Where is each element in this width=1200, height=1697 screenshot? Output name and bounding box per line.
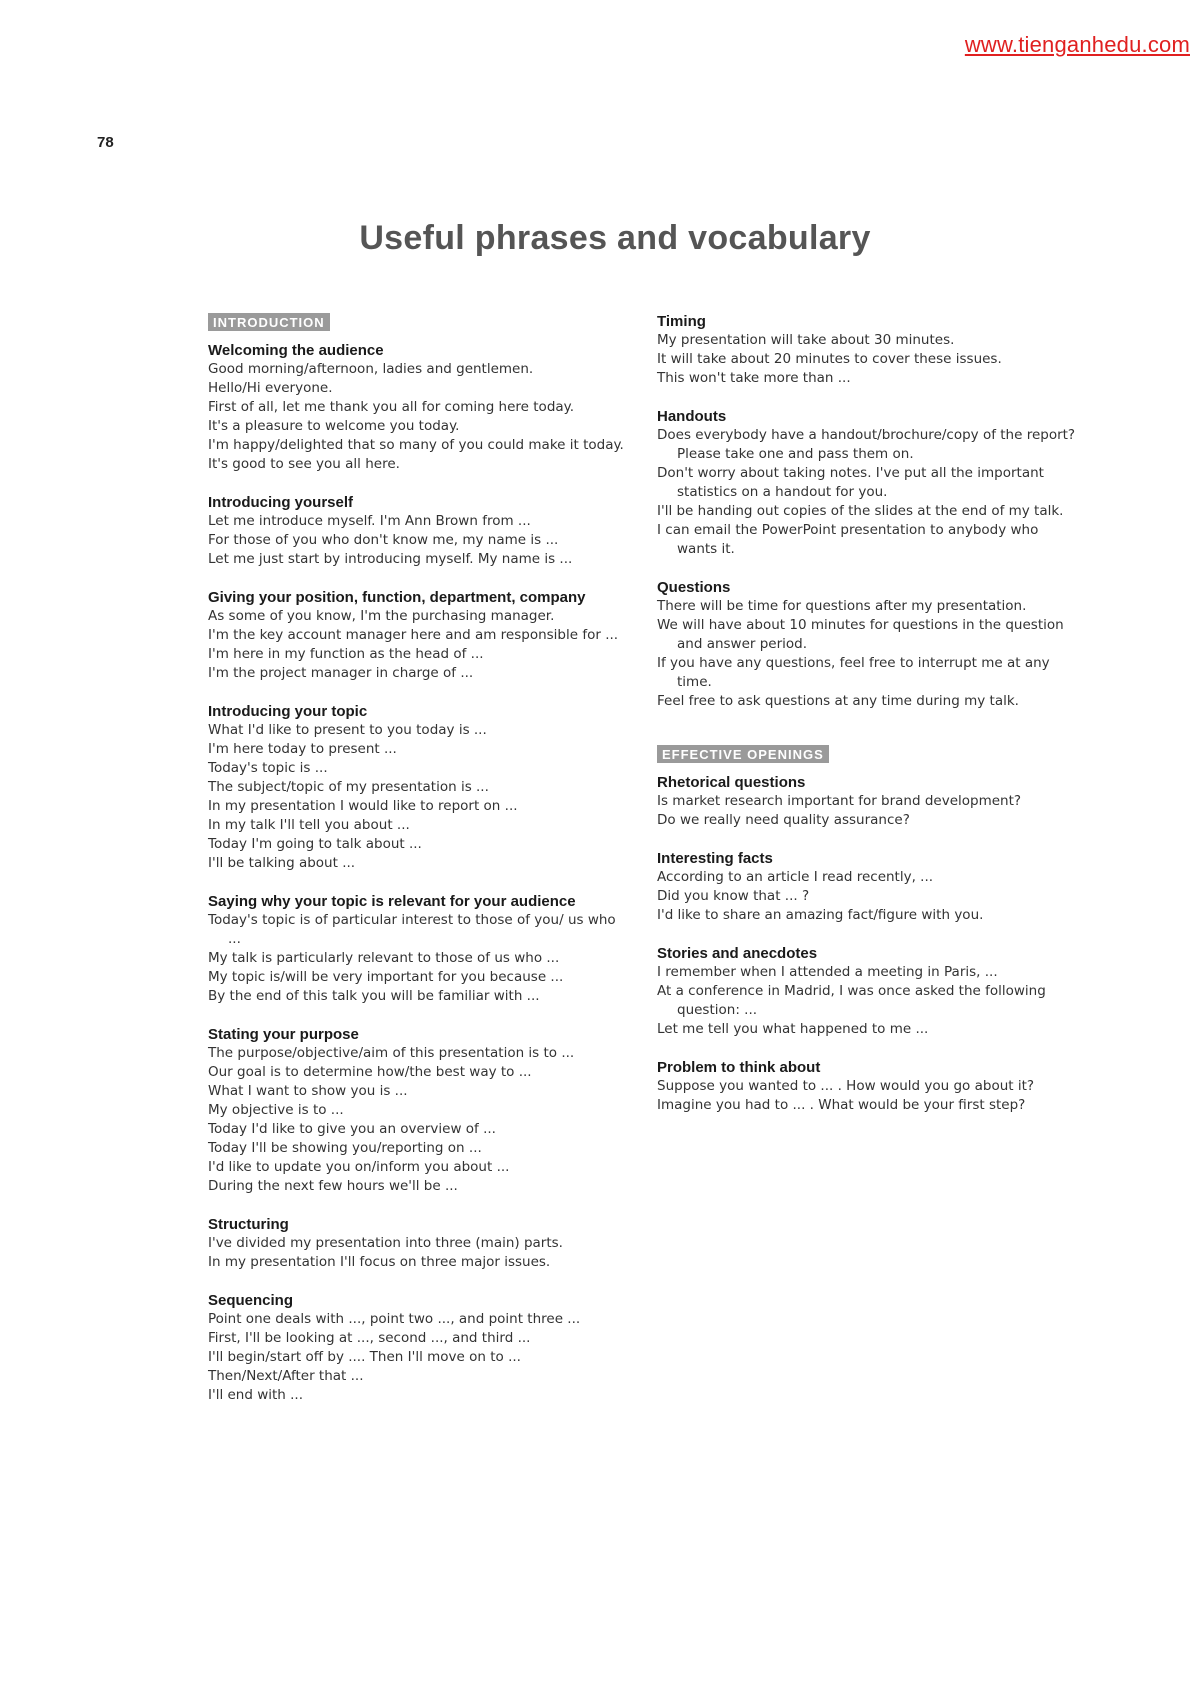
phrase-line: Is market research important for brand development? bbox=[657, 793, 1022, 809]
section-tag-introduction: INTRODUCTION bbox=[208, 313, 330, 331]
phrase-line: Today I'd like to give you an overview of ... bbox=[208, 1121, 496, 1137]
group-heading: Handouts bbox=[657, 408, 727, 425]
phrase-line: There will be time for questions after my presentation. bbox=[657, 598, 1027, 614]
phrase-line: My presentation will take about 30 minutes. bbox=[657, 332, 955, 348]
phrase-group bbox=[208, 702, 628, 873]
phrase-line: I'd like to update you on/inform you about ... bbox=[208, 1159, 510, 1175]
phrase-line: Today's topic is of particular interest to those of you/ us who ... bbox=[208, 912, 616, 947]
phrase-line: Hello/Hi everyone. bbox=[208, 380, 333, 396]
phrase-line: I'm here today to present ... bbox=[208, 741, 397, 757]
phrase-line: I can email the PowerPoint presentation to anybody who wants it. bbox=[657, 522, 1039, 557]
phrase-line: Point one deals with ..., point two ..., and point three ... bbox=[208, 1311, 581, 1327]
phrase-group bbox=[657, 849, 1077, 925]
group-heading: Questions bbox=[657, 579, 731, 596]
phrase-line: First of all, let me thank you all for coming here today. bbox=[208, 399, 575, 415]
phrase-line: First, I'll be looking at ..., second ..., and third ... bbox=[208, 1330, 531, 1346]
phrase-line: The subject/topic of my presentation is ... bbox=[208, 779, 489, 795]
phrase-group bbox=[208, 588, 628, 683]
left-column bbox=[208, 312, 628, 1424]
phrase-line: This won't take more than ... bbox=[657, 370, 851, 386]
phrase-line: For those of you who don't know me, my name is ... bbox=[208, 532, 559, 548]
section-spacer bbox=[657, 730, 1077, 744]
phrase-group bbox=[657, 773, 1077, 830]
page-number: 78 bbox=[97, 134, 114, 151]
phrase-line: I'm the key account manager here and am responsible for ... bbox=[208, 627, 619, 643]
phrase-line: In my presentation I'll focus on three major issues. bbox=[208, 1254, 551, 1270]
phrase-line: Does everybody have a handout/brochure/copy of the report? Please take one and pass them on. bbox=[657, 427, 1076, 462]
phrase-line: Do we really need quality assurance? bbox=[657, 812, 910, 828]
phrase-line: In my presentation I would like to report on ... bbox=[208, 798, 518, 814]
phrase-line: It will take about 20 minutes to cover these issues. bbox=[657, 351, 1002, 367]
phrase-line: I'm the project manager in charge of ... bbox=[208, 665, 474, 681]
phrase-line: Then/Next/After that ... bbox=[208, 1368, 364, 1384]
phrase-line: Let me tell you what happened to me ... bbox=[657, 1021, 929, 1037]
group-heading: Giving your position, function, department, company bbox=[208, 589, 586, 606]
phrase-line: I'll be handing out copies of the slides at the end of my talk. bbox=[657, 503, 1064, 519]
phrase-line: According to an article I read recently, ... bbox=[657, 869, 934, 885]
phrase-line: I'm here in my function as the head of ... bbox=[208, 646, 484, 662]
phrase-line: What I'd like to present to you today is ... bbox=[208, 722, 487, 738]
group-heading: Structuring bbox=[208, 1216, 289, 1233]
phrase-line: Don't worry about taking notes. I've put all the important statistics on a handout for you. bbox=[657, 465, 1044, 500]
watermark-link[interactable]: www.tienganhedu.com bbox=[964, 32, 1190, 57]
phrase-line: By the end of this talk you will be familiar with ... bbox=[208, 988, 540, 1004]
phrase-line: Today I'll be showing you/reporting on ... bbox=[208, 1140, 482, 1156]
phrase-line: I'd like to share an amazing fact/figure with you. bbox=[657, 907, 984, 923]
group-heading: Stories and anecdotes bbox=[657, 945, 818, 962]
phrase-group bbox=[208, 493, 628, 569]
right-column bbox=[657, 312, 1077, 1134]
phrase-line: My talk is particularly relevant to those of us who ... bbox=[208, 950, 560, 966]
group-heading: Saying why your topic is relevant for your audience bbox=[208, 893, 576, 910]
phrase-group bbox=[208, 892, 628, 1006]
left-groups bbox=[208, 341, 628, 1405]
phrase-line: In my talk I'll tell you about ... bbox=[208, 817, 410, 833]
page-title: Useful phrases and vocabulary bbox=[359, 219, 871, 257]
phrase-line: Let me just start by introducing myself. My name is ... bbox=[208, 551, 573, 567]
phrase-group bbox=[208, 1291, 628, 1405]
phrase-line: I'll be talking about ... bbox=[208, 855, 356, 871]
phrase-line: During the next few hours we'll be ... bbox=[208, 1178, 458, 1194]
right-groups-timing-handouts-questions bbox=[657, 312, 1077, 711]
phrase-line: What I want to show you is ... bbox=[208, 1083, 408, 1099]
phrase-line: My objective is to ... bbox=[208, 1102, 344, 1118]
phrase-line: Did you know that ... ? bbox=[657, 888, 810, 904]
section-tag-effective-openings: EFFECTIVE OPENINGS bbox=[657, 745, 829, 763]
group-heading: Interesting facts bbox=[657, 850, 773, 867]
group-heading: Sequencing bbox=[208, 1292, 294, 1309]
phrase-line: We will have about 10 minutes for questions in the question and answer period. bbox=[657, 617, 1064, 652]
phrase-line: Our goal is to determine how/the best way to ... bbox=[208, 1064, 532, 1080]
group-heading: Problem to think about bbox=[657, 1059, 821, 1076]
phrase-line: Today's topic is ... bbox=[208, 760, 328, 776]
group-heading: Rhetorical questions bbox=[657, 774, 806, 791]
phrase-line: I'll end with ... bbox=[208, 1387, 304, 1403]
group-heading: Stating your purpose bbox=[208, 1026, 359, 1043]
phrase-group bbox=[657, 944, 1077, 1039]
group-heading: Introducing yourself bbox=[208, 494, 354, 511]
phrase-group bbox=[208, 341, 628, 474]
phrase-line: Suppose you wanted to ... . How would you go about it? bbox=[657, 1078, 1035, 1094]
right-groups-openings bbox=[657, 773, 1077, 1115]
phrase-group bbox=[657, 1058, 1077, 1115]
phrase-line: I've divided my presentation into three (main) parts. bbox=[208, 1235, 563, 1251]
phrase-line: Let me introduce myself. I'm Ann Brown from ... bbox=[208, 513, 531, 529]
phrase-line: As some of you know, I'm the purchasing manager. bbox=[208, 608, 555, 624]
phrase-line: I'm happy/delighted that so many of you could make it today. bbox=[208, 437, 624, 453]
phrase-line: Imagine you had to ... . What would be your first step? bbox=[657, 1097, 1026, 1113]
phrase-line: It's a pleasure to welcome you today. bbox=[208, 418, 460, 434]
phrase-group bbox=[657, 407, 1077, 559]
phrase-line: At a conference in Madrid, I was once asked the following question: ... bbox=[657, 983, 1046, 1018]
phrase-line: The purpose/objective/aim of this presentation is to ... bbox=[208, 1045, 575, 1061]
phrase-line: It's good to see you all here. bbox=[208, 456, 400, 472]
phrase-group bbox=[208, 1025, 628, 1196]
phrase-group bbox=[657, 312, 1077, 388]
phrase-line: I remember when I attended a meeting in Paris, ... bbox=[657, 964, 998, 980]
phrase-line: Good morning/afternoon, ladies and gentlemen. bbox=[208, 361, 534, 377]
group-heading: Introducing your topic bbox=[208, 703, 368, 720]
phrase-line: I'll begin/start off by .... Then I'll move on to ... bbox=[208, 1349, 521, 1365]
phrase-line: Today I'm going to talk about ... bbox=[208, 836, 422, 852]
phrase-line: Feel free to ask questions at any time during my talk. bbox=[657, 693, 1019, 709]
phrase-group bbox=[657, 578, 1077, 711]
phrase-line: My topic is/will be very important for you because ... bbox=[208, 969, 564, 985]
phrase-line: If you have any questions, feel free to interrupt me at any time. bbox=[657, 655, 1050, 690]
group-heading: Timing bbox=[657, 313, 706, 330]
phrase-group bbox=[208, 1215, 628, 1272]
group-heading: Welcoming the audience bbox=[208, 342, 384, 359]
